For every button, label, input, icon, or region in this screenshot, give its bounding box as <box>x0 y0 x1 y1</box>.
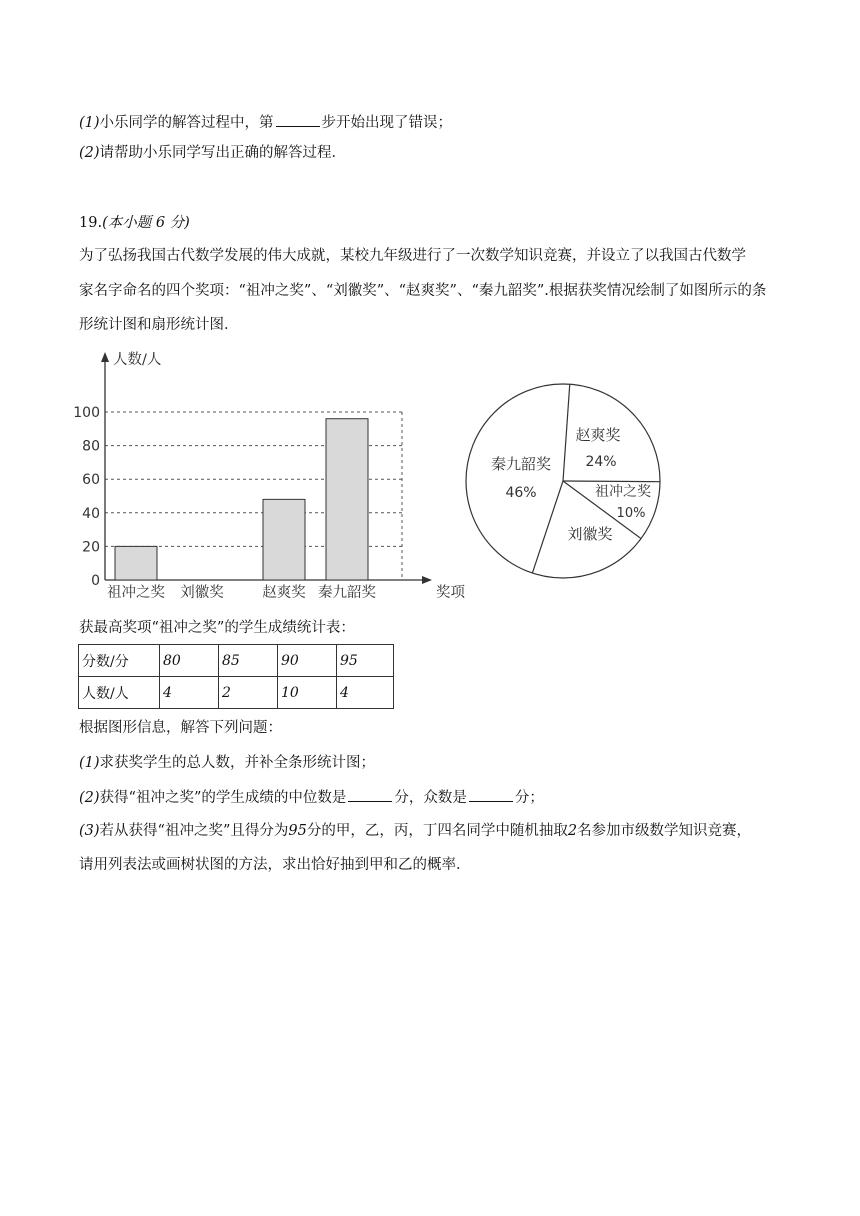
q18-part1-blank[interactable] <box>276 112 320 127</box>
category-label: 秦九韶奖 <box>318 585 376 601</box>
table-cell: 2 <box>219 677 278 709</box>
bar <box>326 419 368 580</box>
y-tick-label: 60 <box>82 472 100 489</box>
q19-sub2-text-a: 获得“祖冲之奖”的学生成绩的中位数是 <box>99 790 347 806</box>
q19-intro-line2: 家名字命名的四个奖项：“祖冲之奖”、“刘徽奖”、“赵爽奖”、“秦九韶奖”.根据获奖情况绘制了如图所示的条 <box>79 283 767 299</box>
table-row <box>79 677 394 709</box>
q19-number: 19. <box>79 215 103 231</box>
pie-slice-boundary <box>563 481 660 482</box>
q19-sub3-text-a: 若从获得“祖冲之奖”且得分为 <box>99 823 289 839</box>
table-cell: 4 <box>160 677 219 709</box>
q19-sub1 <box>79 753 375 773</box>
table-cell: 80 <box>160 645 219 677</box>
pie-slice-label: 祖冲之奖 <box>595 484 651 500</box>
table-cell: 4 <box>337 677 394 709</box>
q19-sub2-number: (2) <box>79 790 100 806</box>
table-row <box>79 645 394 677</box>
q19-sub3 <box>79 821 751 841</box>
table-head-score: 分数/分 <box>79 645 160 677</box>
bar <box>115 546 157 580</box>
y-axis-label: 人数/人 <box>113 352 162 368</box>
table-cell: 95 <box>337 645 394 677</box>
q19-sub3-text-b: 分的甲，乙，丙，丁四名同学中随机抽取 <box>306 823 568 839</box>
pie-slice-label: 刘徽奖 <box>567 525 613 543</box>
table-cell: 85 <box>219 645 278 677</box>
category-label: 赵爽奖 <box>262 585 306 601</box>
q19-sub2-text-b: 分，众数是 <box>394 790 467 806</box>
pie-slice-percent: 24% <box>585 454 617 470</box>
q18-part1-text-b: 步开始出现了错误； <box>321 115 453 131</box>
bar-chart <box>70 348 465 606</box>
score-table <box>78 644 394 709</box>
q18-part2-number: (2) <box>79 145 100 161</box>
category-label: 祖冲之奖 <box>107 585 165 601</box>
q19-sub3-text-c: 名参加市级数学知识竞赛， <box>577 823 752 839</box>
q18-part2-text: 请帮助小乐同学写出正确的解答过程． <box>99 145 347 161</box>
q18-part1 <box>79 112 452 133</box>
mode-blank[interactable] <box>469 787 513 802</box>
median-blank[interactable] <box>348 787 392 802</box>
q19-sub1-number: (1) <box>79 755 100 771</box>
category-label: 刘徽奖 <box>180 585 224 601</box>
pie-slice-percent: 46% <box>505 485 537 501</box>
y-tick-label: 80 <box>82 438 100 455</box>
table-head-count: 人数/人 <box>79 677 160 709</box>
x-axis-arrow <box>422 576 432 584</box>
q19-score: (本小题 6 分) <box>102 215 190 231</box>
q19-sub2-text-c: 分； <box>514 790 544 806</box>
table-caption: 获最高奖项“祖冲之奖”的学生成绩统计表： <box>79 620 355 636</box>
pie-slice-label: 秦九韶奖 <box>490 455 552 473</box>
q19-intro-line1: 为了弘扬我国古代数学发展的伟大成就，某校九年级进行了一次数学知识竞赛，并设立了以我国古代数学 <box>79 248 746 264</box>
q19-sub1-text: 求获奖学生的总人数，并补全条形统计图； <box>99 755 376 771</box>
q19-intro-line3: 形统计图和扇形统计图． <box>79 317 239 333</box>
q19-sub3-score: 95 <box>288 823 307 839</box>
y-tick-label: 0 <box>91 573 100 589</box>
q18-part1-number: (1) <box>79 115 100 131</box>
q19-sub3-number: (3) <box>79 823 100 839</box>
table-cell: 10 <box>278 677 337 709</box>
pie-slice-label: 赵爽奖 <box>575 426 621 444</box>
y-tick-label: 100 <box>73 405 100 421</box>
y-tick-label: 40 <box>82 505 100 522</box>
x-axis-label: 奖项 <box>436 585 465 601</box>
q19-sub3-count: 2 <box>567 823 578 839</box>
y-tick-label: 20 <box>82 539 100 556</box>
q19-title <box>79 213 190 233</box>
pie-chart <box>455 345 670 585</box>
y-axis-arrow <box>101 352 109 362</box>
q19-sub2 <box>79 787 544 808</box>
bar <box>263 499 305 580</box>
table-cell: 90 <box>278 645 337 677</box>
q19-sub3-line2: 请用列表法或画树状图的方法，求出恰好抽到甲和乙的概率． <box>79 857 471 873</box>
q18-part2 <box>79 143 346 163</box>
pie-slice-percent: 10% <box>616 506 646 521</box>
q19-prompt: 根据图形信息，解答下列问题： <box>79 720 282 736</box>
q18-part1-text-a: 小乐同学的解答过程中，第 <box>99 115 274 131</box>
